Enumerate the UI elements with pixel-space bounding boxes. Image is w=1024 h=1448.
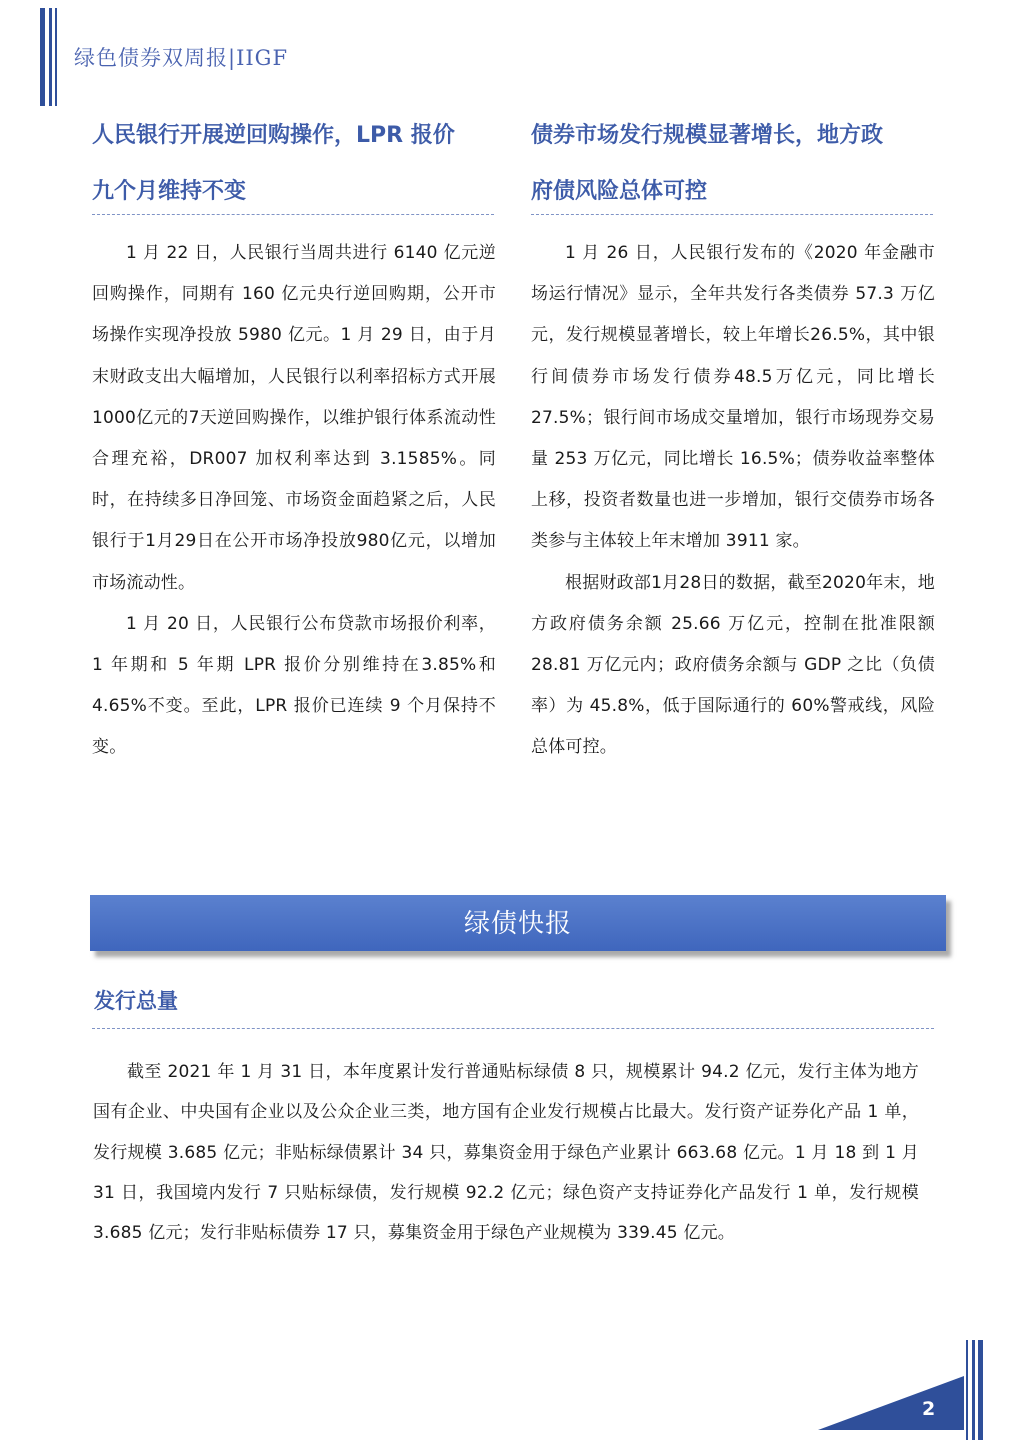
right-paragraph-1: 1 月 26 日，人民银行发布的《2020 年金融市场运行情况》显示，全年共发行各类债券 57.3 万亿元，发行规模显著增长，较上年增长26.5%，其中银行间债券市场发行债券48.5万亿元，同比增长 27.5%；银行间市场成交量增加，银行市场现券交易量 253 万亿元，同比增长 16.5%；债券收益率整体上移，投资者数量也进一步增加，银行交债券市场各类参与主体较上年末增加 3911 家。 <box>531 243 935 552</box>
header-decor-bars <box>40 8 58 106</box>
section-paragraph: 截至 2021 年 1 月 31 日，本年度累计发行普通贴标绿债 8 只，规模累计 94.2 亿元，发行主体为地方国有企业、中央国有企业以及公众企业三类，地方国有企业发行规模占比最大。发行资产证券化产品 1 单，发行规模 3.685 亿元；非贴标绿债累计 34 只，募集资金用于绿色产业累计 663.68 亿元。1 月 18 到 1 月 31 日，我国境内发行 7 只贴标绿债，发行规模 92.2 亿元；绿色资产支持证券化产品发行 1 单，发行规模 3.685 亿元；发行非贴标债券 17 只，募集资金用于绿色产业规模为 339.45 亿元。 <box>93 1062 919 1244</box>
section-title: 绿债快报 <box>463 909 572 939</box>
left-heading <box>92 108 496 214</box>
section-band <box>90 895 946 951</box>
right-paragraph-2: 根据财政部1月28日的数据，截至2020年末，地方政府债务余额 25.66 万亿元，控制在批准限额 28.81 万亿元内；政府债务余额与 GDP 之比（负债率）为 45.8%，低于国际通行的 60%警戒线，风险总体可控。 <box>531 572 935 758</box>
header-title: 绿色债券双周报|IIGF <box>74 46 289 70</box>
section-body <box>93 1052 919 1253</box>
footer-decor-bars <box>966 1340 984 1440</box>
left-paragraph-2: 1 月 20 日，人民银行公布贷款市场报价利率，1 年期和 5 年期 LPR 报价分别维持在3.85%和 4.65%不变。至此，LPR 报价已连续 9 个月保持不变。 <box>92 613 496 758</box>
left-heading-line-2: 九个月维持不变 <box>92 179 247 204</box>
right-column <box>531 108 935 769</box>
left-heading-line-1: 人民银行开展逆回购操作，LPR 报价 <box>92 123 455 148</box>
section-divider <box>92 1028 934 1029</box>
page-number: 2 <box>922 1398 936 1420</box>
left-paragraph-1: 1 月 22 日，人民银行当周共进行 6140 亿元逆回购操作，同期有 160 亿元央行逆回购期，公开市场操作实现净投放 5980 亿元。1 月 29 日，由于月末财政支出大幅增加，人民银行以利率招标方式开展1000亿元的7天逆回购操作，以维护银行体系流动性合理充裕，DR007 加权利率达到 3.1585%。同时，在持续多日净回笼、市场资金面趋紧之后，人民银行于1月29日在公开市场净投放980亿元，以增加市场流动性。 <box>92 243 496 593</box>
right-heading-line-1: 债券市场发行规模显著增长，地方政 <box>531 123 884 148</box>
section-subheading: 发行总量 <box>94 989 178 1013</box>
right-body <box>531 233 935 769</box>
left-column <box>92 108 496 769</box>
right-heading-line-2: 府债风险总体可控 <box>531 179 708 204</box>
left-body <box>92 233 496 769</box>
footer-triangle <box>818 1376 966 1432</box>
right-heading <box>531 108 935 214</box>
